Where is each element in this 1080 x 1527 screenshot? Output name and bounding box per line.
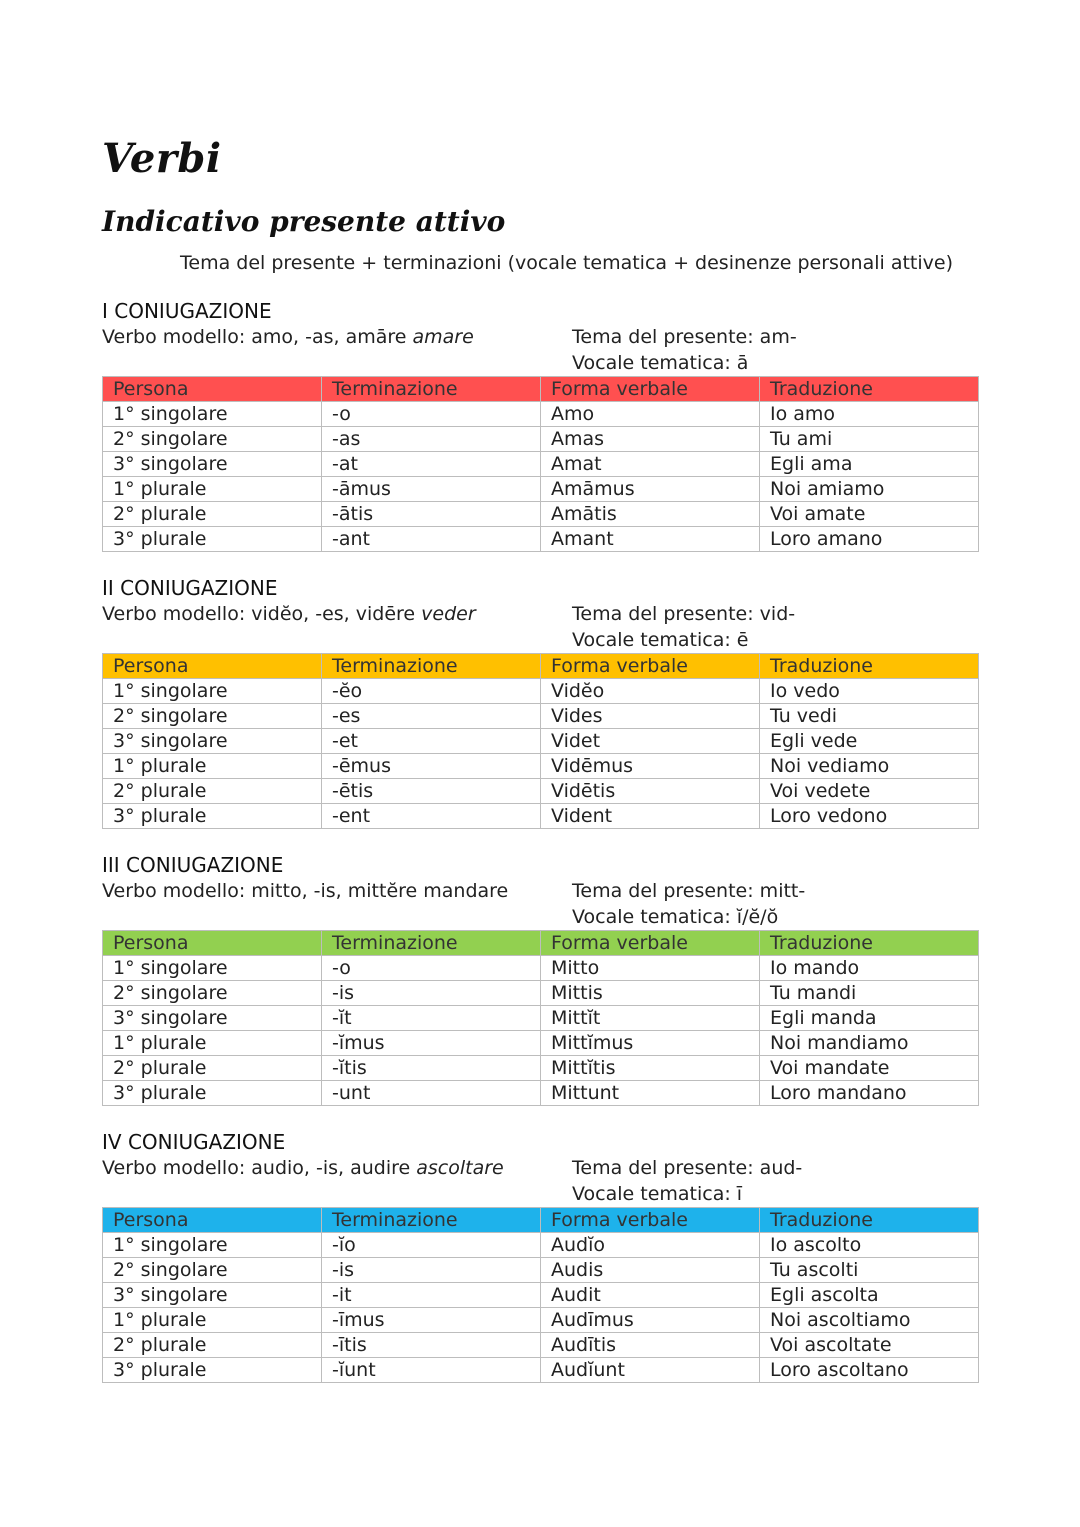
table-header-cell: Forma verbale — [541, 931, 760, 956]
table-cell: 2° singolare — [103, 704, 322, 729]
conjugation-table — [102, 1207, 979, 1383]
model-verb — [102, 1155, 504, 1181]
table-row — [103, 1358, 979, 1383]
table-cell: Tu ascolti — [760, 1258, 979, 1283]
conjugation-title: III CONIUGAZIONE — [102, 853, 284, 877]
table-cell: Amo — [541, 402, 760, 427]
table-cell: Mittĭmus — [541, 1031, 760, 1056]
table-cell: Vidēmus — [541, 754, 760, 779]
table-header-row — [103, 377, 979, 402]
table-cell: 1° singolare — [103, 1233, 322, 1258]
table-cell: Voi ascoltate — [760, 1333, 979, 1358]
table-cell: Noi amiamo — [760, 477, 979, 502]
table-row — [103, 779, 979, 804]
vocale-tematica: Vocale tematica: ā — [572, 352, 749, 374]
table-row — [103, 956, 979, 981]
intro-text: Tema del presente + terminazioni (vocale tematica + desinenze personali attive) — [180, 252, 953, 274]
table-cell: Loro ascoltano — [760, 1358, 979, 1383]
table-row — [103, 679, 979, 704]
table-cell: -as — [322, 427, 541, 452]
model-verb-translation: ascoltare — [416, 1157, 504, 1179]
tema-presente: Tema del presente: mitt- — [572, 880, 806, 902]
conjugation-table — [102, 376, 979, 552]
table-cell: 3° plurale — [103, 527, 322, 552]
table-cell: Audĭunt — [541, 1358, 760, 1383]
table-header-cell: Traduzione — [760, 931, 979, 956]
table-cell: Egli vede — [760, 729, 979, 754]
model-verb — [102, 878, 508, 904]
table-row — [103, 1258, 979, 1283]
table-row — [103, 1333, 979, 1358]
table-cell: Io amo — [760, 402, 979, 427]
model-verb-text: Verbo modello: mitto, -is, mittĕre mandare — [102, 880, 509, 902]
table-cell: -is — [322, 981, 541, 1006]
table-cell: Io vedo — [760, 679, 979, 704]
table-row — [103, 704, 979, 729]
table-row — [103, 1031, 979, 1056]
table-row — [103, 754, 979, 779]
table-cell: Egli manda — [760, 1006, 979, 1031]
table-cell: Noi vediamo — [760, 754, 979, 779]
table-cell: Loro vedono — [760, 804, 979, 829]
table-row — [103, 1233, 979, 1258]
table-cell: -ĭmus — [322, 1031, 541, 1056]
table-row — [103, 452, 979, 477]
table-cell: 3° singolare — [103, 729, 322, 754]
table-cell: Vides — [541, 704, 760, 729]
table-cell: -ĭunt — [322, 1358, 541, 1383]
table-cell: 1° singolare — [103, 956, 322, 981]
table-cell: -es — [322, 704, 541, 729]
table-cell: Tu mandi — [760, 981, 979, 1006]
table-cell: 3° plurale — [103, 1358, 322, 1383]
table-cell: Audis — [541, 1258, 760, 1283]
table-cell: Io mando — [760, 956, 979, 981]
table-header-cell: Forma verbale — [541, 1208, 760, 1233]
table-cell: Loro mandano — [760, 1081, 979, 1106]
table-cell: 1° singolare — [103, 679, 322, 704]
table-cell: 2° plurale — [103, 779, 322, 804]
table-cell: Amat — [541, 452, 760, 477]
table-cell: 3° plurale — [103, 804, 322, 829]
model-verb-text: Verbo modello: vidĕo, -es, vidēre — [102, 603, 416, 625]
table-cell: Mitto — [541, 956, 760, 981]
table-cell: Noi mandiamo — [760, 1031, 979, 1056]
table-row — [103, 402, 979, 427]
vocale-tematica: Vocale tematica: ī — [572, 1183, 743, 1205]
table-header-cell: Persona — [103, 931, 322, 956]
table-row — [103, 804, 979, 829]
table-row — [103, 527, 979, 552]
table-cell: -ĕo — [322, 679, 541, 704]
table-cell: -ātis — [322, 502, 541, 527]
model-verb-text: Verbo modello: audio, -is, audire — [102, 1157, 411, 1179]
table-header-cell: Persona — [103, 654, 322, 679]
table-cell: Mittĭtis — [541, 1056, 760, 1081]
table-cell: -ĭtis — [322, 1056, 541, 1081]
table-cell: Amant — [541, 527, 760, 552]
table-cell: Audītis — [541, 1333, 760, 1358]
table-cell: Loro amano — [760, 527, 979, 552]
tema-presente: Tema del presente: aud- — [572, 1157, 803, 1179]
table-cell: -is — [322, 1258, 541, 1283]
table-cell: -āmus — [322, 477, 541, 502]
table-header-cell: Forma verbale — [541, 654, 760, 679]
table-cell: Tu vedi — [760, 704, 979, 729]
page-subtitle: Indicativo presente attivo — [102, 205, 506, 238]
table-cell: Voi vedete — [760, 779, 979, 804]
table-cell: Mittĭt — [541, 1006, 760, 1031]
table-cell: Noi ascoltiamo — [760, 1308, 979, 1333]
table-cell: Voi mandate — [760, 1056, 979, 1081]
table-cell: Egli ascolta — [760, 1283, 979, 1308]
table-cell: 1° plurale — [103, 1031, 322, 1056]
table-cell: Io ascolto — [760, 1233, 979, 1258]
table-cell: 1° singolare — [103, 402, 322, 427]
model-verb-text: Verbo modello: amo, -as, amāre — [102, 326, 407, 348]
table-cell: 1° plurale — [103, 754, 322, 779]
table-cell: Videt — [541, 729, 760, 754]
conjugation-title: II CONIUGAZIONE — [102, 576, 278, 600]
model-verb-translation: veder — [421, 603, 476, 625]
table-row — [103, 427, 979, 452]
vocale-tematica: Vocale tematica: ĭ/ĕ/ŏ — [572, 906, 779, 928]
table-cell: -at — [322, 452, 541, 477]
table-cell: -ant — [322, 527, 541, 552]
table-cell: 3° singolare — [103, 452, 322, 477]
table-header-row — [103, 654, 979, 679]
tema-presente: Tema del presente: vid- — [572, 603, 796, 625]
table-cell: -unt — [322, 1081, 541, 1106]
table-cell: Vidētis — [541, 779, 760, 804]
table-cell: -īmus — [322, 1308, 541, 1333]
table-cell: -o — [322, 956, 541, 981]
table-cell: Amāmus — [541, 477, 760, 502]
table-cell: -et — [322, 729, 541, 754]
table-cell: -ĭo — [322, 1233, 541, 1258]
table-cell: -o — [322, 402, 541, 427]
table-row — [103, 981, 979, 1006]
table-header-row — [103, 931, 979, 956]
conjugation-title: I CONIUGAZIONE — [102, 299, 272, 323]
table-header-cell: Persona — [103, 377, 322, 402]
table-cell: Mittis — [541, 981, 760, 1006]
table-cell: 2° plurale — [103, 1056, 322, 1081]
model-verb-translation: amare — [412, 326, 474, 348]
table-cell: -ēmus — [322, 754, 541, 779]
table-cell: Mittunt — [541, 1081, 760, 1106]
conjugation-title: IV CONIUGAZIONE — [102, 1130, 286, 1154]
table-header-cell: Terminazione — [322, 931, 541, 956]
table-cell: Tu ami — [760, 427, 979, 452]
table-row — [103, 1081, 979, 1106]
table-cell: 2° plurale — [103, 1333, 322, 1358]
table-header-cell: Persona — [103, 1208, 322, 1233]
table-cell: 3° plurale — [103, 1081, 322, 1106]
table-cell: Audĭo — [541, 1233, 760, 1258]
table-cell: 2° singolare — [103, 1258, 322, 1283]
table-cell: 1° plurale — [103, 1308, 322, 1333]
page-title: Verbi — [102, 135, 222, 182]
model-verb — [102, 601, 476, 627]
table-cell: -ent — [322, 804, 541, 829]
table-cell: -it — [322, 1283, 541, 1308]
table-row — [103, 729, 979, 754]
table-cell: Vidĕo — [541, 679, 760, 704]
table-header-cell: Traduzione — [760, 377, 979, 402]
table-header-cell: Traduzione — [760, 654, 979, 679]
conjugation-table — [102, 930, 979, 1106]
table-cell: 1° plurale — [103, 477, 322, 502]
table-row — [103, 1283, 979, 1308]
conjugation-table — [102, 653, 979, 829]
vocale-tematica: Vocale tematica: ē — [572, 629, 749, 651]
table-header-row — [103, 1208, 979, 1233]
table-cell: Amas — [541, 427, 760, 452]
table-cell: Audit — [541, 1283, 760, 1308]
table-cell: -ĭt — [322, 1006, 541, 1031]
table-cell: Egli ama — [760, 452, 979, 477]
table-cell: -ītis — [322, 1333, 541, 1358]
table-header-cell: Terminazione — [322, 654, 541, 679]
table-cell: 3° singolare — [103, 1006, 322, 1031]
table-header-cell: Terminazione — [322, 1208, 541, 1233]
table-row — [103, 1056, 979, 1081]
table-header-cell: Traduzione — [760, 1208, 979, 1233]
table-row — [103, 477, 979, 502]
table-row — [103, 1006, 979, 1031]
table-cell: 3° singolare — [103, 1283, 322, 1308]
table-cell: Audīmus — [541, 1308, 760, 1333]
table-cell: -ētis — [322, 779, 541, 804]
table-cell: Vident — [541, 804, 760, 829]
table-cell: Amātis — [541, 502, 760, 527]
table-row — [103, 502, 979, 527]
table-cell: Voi amate — [760, 502, 979, 527]
table-cell: 2° singolare — [103, 981, 322, 1006]
model-verb — [102, 324, 474, 350]
table-cell: 2° singolare — [103, 427, 322, 452]
tema-presente: Tema del presente: am- — [572, 326, 797, 348]
table-header-cell: Terminazione — [322, 377, 541, 402]
table-cell: 2° plurale — [103, 502, 322, 527]
table-header-cell: Forma verbale — [541, 377, 760, 402]
table-row — [103, 1308, 979, 1333]
